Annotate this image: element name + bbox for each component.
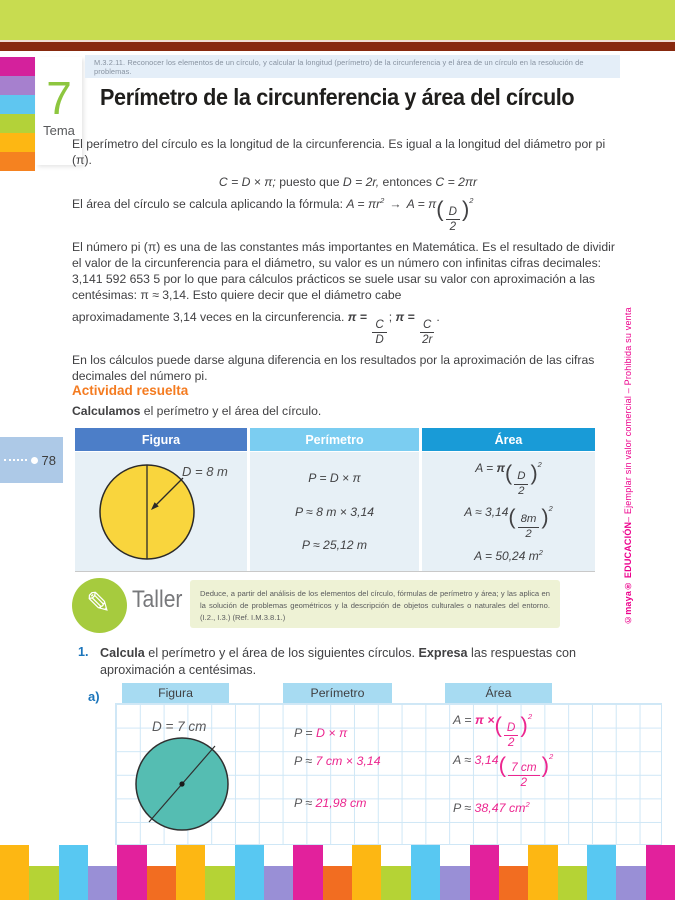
area-formula-paragraph bbox=[72, 196, 624, 233]
fraction bbox=[508, 762, 540, 790]
close-paren: ) bbox=[520, 712, 528, 738]
accent-square bbox=[0, 76, 35, 95]
taller-description: Deduce, a partir del análisis de los elementos del círculo, fórmulas de perímetro y área; y las aplica en la solución de problemas geométricos y la descripción de objetos culturales o naturales del entorno. (I.2., I.3.) (Ref. I.M.3.8.1.) bbox=[200, 589, 550, 622]
fraction-denominator: 2 bbox=[507, 735, 515, 749]
curriculum-standard bbox=[85, 55, 620, 78]
formula-part: A = π bbox=[406, 197, 437, 212]
solved-figure-cell bbox=[75, 452, 247, 571]
accent-square bbox=[0, 114, 35, 133]
copyright-text: – Ejemplar sin valor comercial – Prohibida su venta bbox=[623, 306, 633, 522]
fraction-numerator: D bbox=[504, 722, 519, 736]
tema-label: Tema bbox=[43, 123, 75, 138]
answer-value: 7 cm × 3,14 bbox=[315, 754, 381, 768]
area-step-1 bbox=[475, 460, 542, 497]
solved-table-header bbox=[75, 428, 595, 451]
fraction-numerator: 7 cm bbox=[508, 762, 540, 776]
exercise-grid bbox=[115, 703, 662, 845]
formula-part: A = 50,24 m bbox=[474, 548, 539, 563]
footer-bar bbox=[264, 866, 293, 900]
formula-prefix: P ≈ bbox=[294, 754, 316, 768]
open-paren: ( bbox=[505, 460, 513, 486]
footer-bar bbox=[323, 866, 352, 900]
exercise-text: el perímetro y el área de los siguientes círculos. bbox=[144, 646, 419, 660]
accent-square bbox=[0, 95, 35, 114]
footer-bar bbox=[411, 845, 440, 900]
fraction-numerator: D bbox=[514, 471, 528, 485]
copyright-vertical-note bbox=[621, 280, 635, 625]
formula-text: entonces bbox=[382, 175, 436, 190]
fraction bbox=[420, 319, 434, 346]
fraction-numerator: D bbox=[446, 206, 460, 220]
close-paren: ) bbox=[530, 460, 538, 486]
formula-text: puesto que bbox=[279, 175, 343, 190]
figure-diameter-label: D = 8 m bbox=[182, 464, 228, 479]
exponent: 2 bbox=[469, 196, 474, 206]
footer-bar bbox=[88, 866, 117, 900]
open-paren: ( bbox=[436, 196, 444, 222]
footer-bar bbox=[352, 845, 381, 900]
perimeter-answer-line-2 bbox=[294, 754, 381, 768]
exercise-text: las respuestas con aproximación a centésimas. bbox=[100, 646, 577, 677]
formula-part: C = 2πr bbox=[435, 175, 478, 190]
close-paren: ) bbox=[461, 196, 470, 222]
dotted-leader bbox=[4, 459, 27, 461]
footer-bar bbox=[646, 845, 675, 900]
footer-bar bbox=[381, 866, 410, 900]
answer-value: D × π bbox=[315, 726, 348, 740]
fraction bbox=[372, 319, 386, 346]
area-formula-prefix: El área del círculo se calcula aplicando la fórmula: bbox=[72, 197, 347, 212]
rounding-paragraph: En los cálculos puede darse alguna diferencia en los resultados por la aproximación de las cifras decimales del número pi. bbox=[72, 353, 595, 384]
fraction-denominator: 2 bbox=[449, 220, 457, 233]
exercise-figure-label: D = 7 cm bbox=[152, 719, 207, 734]
dot-icon bbox=[31, 457, 38, 464]
accent-square bbox=[0, 133, 35, 152]
fraction bbox=[514, 471, 528, 498]
top-banner bbox=[0, 0, 675, 40]
separator: ; bbox=[388, 310, 396, 325]
pi-equals: π = bbox=[395, 310, 419, 325]
exponent: 2 bbox=[537, 460, 542, 470]
footer-bar bbox=[0, 845, 29, 900]
exercise-instruction bbox=[100, 645, 578, 679]
taller-icon bbox=[72, 578, 127, 633]
footer-bar bbox=[440, 866, 469, 900]
exponent: 2 bbox=[380, 196, 385, 206]
footer-bar bbox=[528, 845, 557, 900]
actividad-lead-rest: el perímetro y el área del círculo. bbox=[140, 404, 322, 418]
arrow-glyph: → bbox=[389, 197, 402, 212]
formula-prefix: A ≈ bbox=[453, 753, 475, 768]
exercise-figure bbox=[116, 704, 346, 840]
area-step-3 bbox=[474, 548, 543, 563]
solved-table-header-figura: Figura bbox=[75, 428, 247, 451]
footer-bar bbox=[558, 866, 587, 900]
exercise-verb: Expresa bbox=[418, 646, 468, 660]
pi-symbol: π × bbox=[474, 713, 495, 728]
exercise-table-header-figura: Figura bbox=[122, 683, 229, 703]
pi-symbol: π bbox=[496, 461, 505, 476]
item-label-a: a) bbox=[88, 689, 100, 704]
exponent: 2 bbox=[527, 712, 533, 721]
intro-paragraph-perimeter: El perímetro del círculo es la longitud de la circunferencia. Es igual a la longitud del diámetro por pi (π). bbox=[72, 137, 606, 168]
pi-ratio-line bbox=[72, 309, 624, 346]
footer-bar bbox=[470, 845, 499, 900]
footer-bar bbox=[616, 866, 645, 900]
answer-value: 21,98 cm bbox=[315, 796, 367, 810]
answer-coefficient: 3,14 bbox=[474, 753, 499, 768]
fraction bbox=[446, 206, 460, 233]
solved-table-header-perimetro: Perímetro bbox=[250, 428, 419, 451]
area-step-2 bbox=[464, 504, 553, 541]
exercise-verb: Calcula bbox=[100, 646, 145, 660]
taller-description-box bbox=[190, 580, 560, 628]
tema-number: 7 bbox=[46, 72, 72, 124]
pencil-icon: ✎ bbox=[85, 586, 112, 620]
formula-prefix: P = bbox=[294, 726, 316, 740]
pi-paragraph: El número pi (π) es una de las constantes más importantes en Matemática. Es el resultado de dividir el valor de la circunferencia para el diámetro, su valor es un número con infinitas cifras decimales: 3,141 592 653 5 por lo que para cálculos prácticos se suele usar su valor con aproximación a las centésimas: π ≈ 3,14. Esto quiere decir que el diámetro cabe bbox=[72, 240, 615, 303]
footer-bar bbox=[176, 845, 205, 900]
solved-figure bbox=[75, 452, 247, 571]
actividad-lead-verb: Calculamos bbox=[72, 404, 141, 418]
footer-bar bbox=[235, 845, 264, 900]
answer-fraction bbox=[494, 712, 533, 749]
exponent: 2 bbox=[525, 800, 530, 809]
accent-square bbox=[0, 57, 35, 76]
answer-fraction bbox=[498, 752, 554, 789]
formula-prefix: P ≈ bbox=[294, 796, 316, 810]
fraction-numerator: 8m bbox=[518, 514, 540, 528]
fraction bbox=[504, 722, 519, 750]
fraction-denominator: 2 bbox=[518, 484, 525, 497]
perimeter-step-2: P ≈ 8 m × 3,14 bbox=[294, 504, 375, 519]
exponent: 2 bbox=[548, 503, 553, 513]
area-answer-line-3 bbox=[453, 800, 530, 815]
footer-bar bbox=[59, 845, 88, 900]
circle-center-dot bbox=[179, 781, 184, 786]
solved-table-header-area: Área bbox=[422, 428, 595, 451]
open-paren: ( bbox=[494, 712, 502, 738]
perimeter-answer-line-3 bbox=[294, 796, 366, 810]
accent-squares bbox=[0, 57, 35, 171]
footer-bar bbox=[293, 845, 322, 900]
area-answer-line-1 bbox=[453, 712, 532, 749]
page-number-badge bbox=[0, 437, 63, 483]
fraction bbox=[518, 514, 540, 541]
taller-label: Taller bbox=[132, 586, 183, 613]
perimeter-answer-line-1 bbox=[294, 726, 347, 740]
exponent: 2 bbox=[538, 547, 543, 557]
open-paren: ( bbox=[508, 504, 516, 530]
separator: . bbox=[436, 310, 440, 325]
formula-prefix: P ≈ bbox=[453, 801, 475, 816]
perimeter-step-1: P = D × π bbox=[308, 471, 361, 486]
fraction-denominator: 2r bbox=[422, 333, 433, 346]
footer-bar bbox=[205, 866, 234, 900]
close-paren: ) bbox=[541, 752, 549, 778]
footer-bar bbox=[117, 845, 146, 900]
formula-part: D = 2r, bbox=[342, 175, 383, 190]
fraction-denominator: 2 bbox=[520, 775, 528, 789]
pi-equals: π = bbox=[347, 310, 371, 325]
formula-part: A = bbox=[475, 461, 497, 476]
exercise-number: 1. bbox=[78, 645, 89, 659]
solved-table bbox=[75, 428, 595, 572]
footer-bar bbox=[499, 866, 528, 900]
circumference-formula bbox=[72, 174, 624, 190]
body-content bbox=[72, 136, 624, 390]
fraction-denominator: 2 bbox=[525, 528, 532, 541]
area-answer-line-2 bbox=[453, 752, 553, 789]
formula-part: A ≈ 3,14 bbox=[464, 504, 509, 519]
exponent: 2 bbox=[549, 752, 554, 761]
exercise-table-header-perimetro: Perímetro bbox=[283, 683, 392, 703]
solved-perimeter-cell bbox=[250, 452, 419, 571]
fraction-numerator: C bbox=[420, 319, 434, 333]
perimeter-step-3: P ≈ 25,12 m bbox=[301, 537, 368, 552]
pi-ratio-text: aproximadamente 3,14 veces en la circunferencia. bbox=[72, 310, 348, 325]
page-title: Perímetro de la circunferencia y área del círculo bbox=[100, 84, 575, 110]
formula-part: A = πr bbox=[346, 197, 381, 212]
formula-prefix: A = bbox=[453, 713, 475, 728]
actividad-lead bbox=[72, 404, 321, 418]
actividad-heading: Actividad resuelta bbox=[72, 383, 189, 398]
close-paren: ) bbox=[541, 504, 549, 530]
exercise-table-header-area: Área bbox=[445, 683, 552, 703]
accent-square bbox=[0, 152, 35, 171]
fraction-denominator: D bbox=[375, 333, 384, 346]
footer-bar bbox=[29, 866, 58, 900]
footer-bar bbox=[147, 866, 176, 900]
footer-bar bbox=[587, 845, 616, 900]
fraction-numerator: C bbox=[372, 319, 386, 333]
publisher-brand: ©maya® EDUCACIÓN bbox=[623, 521, 633, 625]
open-paren: ( bbox=[498, 752, 507, 778]
solved-table-row bbox=[75, 452, 595, 572]
page-number: 78 bbox=[41, 452, 56, 468]
top-banner-stripe bbox=[0, 42, 675, 51]
footer-bars bbox=[0, 845, 675, 900]
curriculum-standard-text: M.3.2.11. Reconocer los elementos de un círculo, y calcular la longitud (perímetro) de la circunferencia y el área de un círculo en la resolución de problemas. bbox=[94, 57, 584, 76]
solved-area-cell bbox=[422, 452, 595, 571]
answer-value: 38,47 cm bbox=[474, 801, 526, 816]
formula-part: C = D × π; bbox=[218, 175, 280, 190]
